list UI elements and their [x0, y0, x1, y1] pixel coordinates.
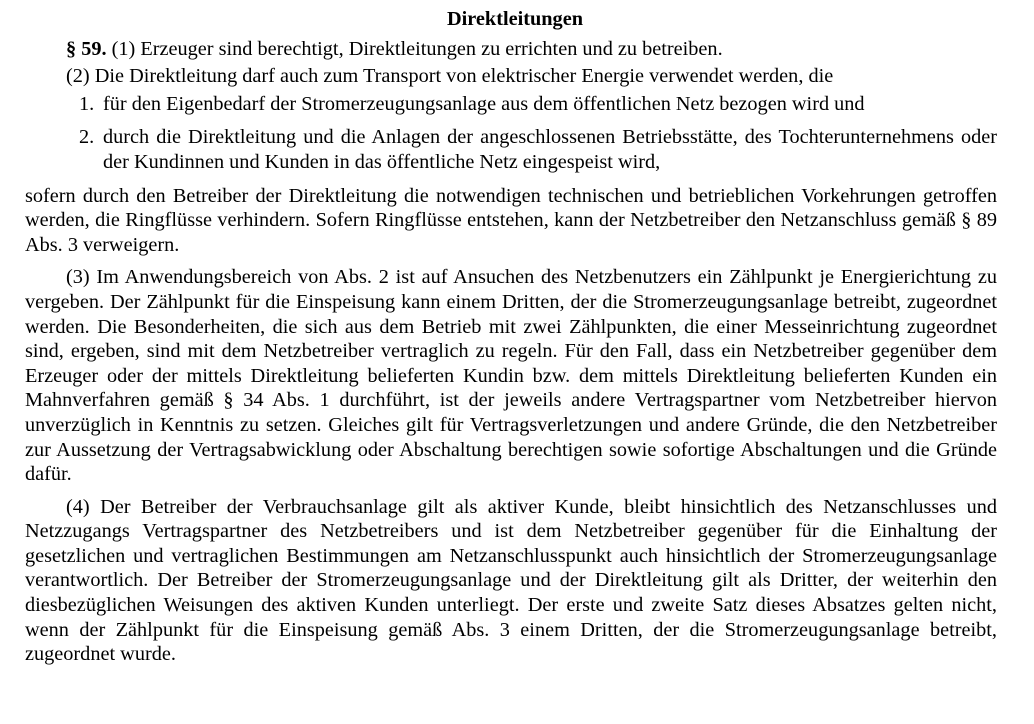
paragraph-3: (3) Im Anwendungsbereich von Abs. 2 ist auf Ansuchen des Netzbenutzers ein Zählpunkt je Energierichtung zu vergeben. Der Zählpunkt für die Einspeisung kann einem Dritten, der die Stromerzeugungsanlage betreibt, zugeordnet werden. Die Besonderheiten, die sich aus dem Betrieb mit zwei Zählpunkten, die einer Messeinrichtung zugeordnet sind, ergeben, sind mit dem Netzbetreiber vertraglich zu regeln. Für den Fall, dass ein Netzbetreiber gegenüber dem Erzeuger oder der mittels Direktleitung belieferten Kundin bzw. dem mittels Direktleitung belieferten Kunden ein Mahnverfahren gemäß § 34 Abs. 1 durchführt, ist der jeweils andere Vertragspartner vom Netzbetreiber hiervon unverzüglich in Kenntnis zu setzen. Gleiches gilt für Vertragsverletzungen und andere Gründe, die den Netzbetreiber zur Aussetzung der Vertragsabwicklung oder Abschaltung berechtigen sowie sofortige Abschaltungen und die Gründe dafür. [25, 266, 997, 486]
list-item-text: für den Eigenbedarf der Stromerzeugungsanlage aus dem öffentlichen Netz bezogen wird und [103, 92, 865, 115]
list-item [79, 92, 997, 117]
section-heading: Direktleitungen [447, 8, 583, 30]
list-item-number: 1. [79, 92, 95, 115]
section-number: § 59. [66, 37, 107, 60]
paragraph-1-text: (1) Erzeuger sind berechtigt, Direktleitungen zu errichten und zu betreiben. [106, 37, 723, 60]
list-item [79, 125, 997, 174]
paragraph-1 [25, 37, 997, 62]
list-item-text: durch die Direktleitung und die Anlagen der angeschlossenen Betriebsstätte, des Tochterunternehmens oder der Kundinnen und Kunden in das öffentliche Netz eingespeist wird, [103, 126, 997, 173]
paragraph-2-intro: (2) Die Direktleitung darf auch zum Transport von elektrischer Energie verwendet werden, die [66, 65, 834, 88]
paragraph-2-close: sofern durch den Betreiber der Direktleitung die notwendigen technischen und betrieblichen Vorkehrungen getroffen werden, die Ringflüsse verhindern. Sofern Ringflüsse entstehen, kann der Netzbetreiber den Netzanschluss gemäß § 89 Abs. 3 verweigern. [25, 184, 997, 256]
paragraph-4: (4) Der Betreiber der Verbrauchsanlage gilt als aktiver Kunde, bleibt hinsichtlich des Netzanschlusses und Netzzugangs Vertragspartner des Netzbetreibers und ist dem Netzbetreiber gegenüber für die Einhaltung der gesetzlichen und vertraglichen Bestimmungen am Netzanschlusspunkt auch hinsichtlich der Stromerzeugungsanlage verantwortlich. Der Betreiber der Stromerzeugungsanlage und der Direktleitung gilt als Dritter, der weiterhin den diesbezüglichen Weisungen des aktiven Kunden unterliegt. Der erste und zweite Satz dieses Absatzes gelten nicht, wenn der Zählpunkt für die Einspeisung gemäß Abs. 3 einem Dritten, der die Stromerzeugungsanlage betreibt, zugeordnet wurde. [25, 495, 997, 666]
list-item-number: 2. [79, 126, 95, 149]
